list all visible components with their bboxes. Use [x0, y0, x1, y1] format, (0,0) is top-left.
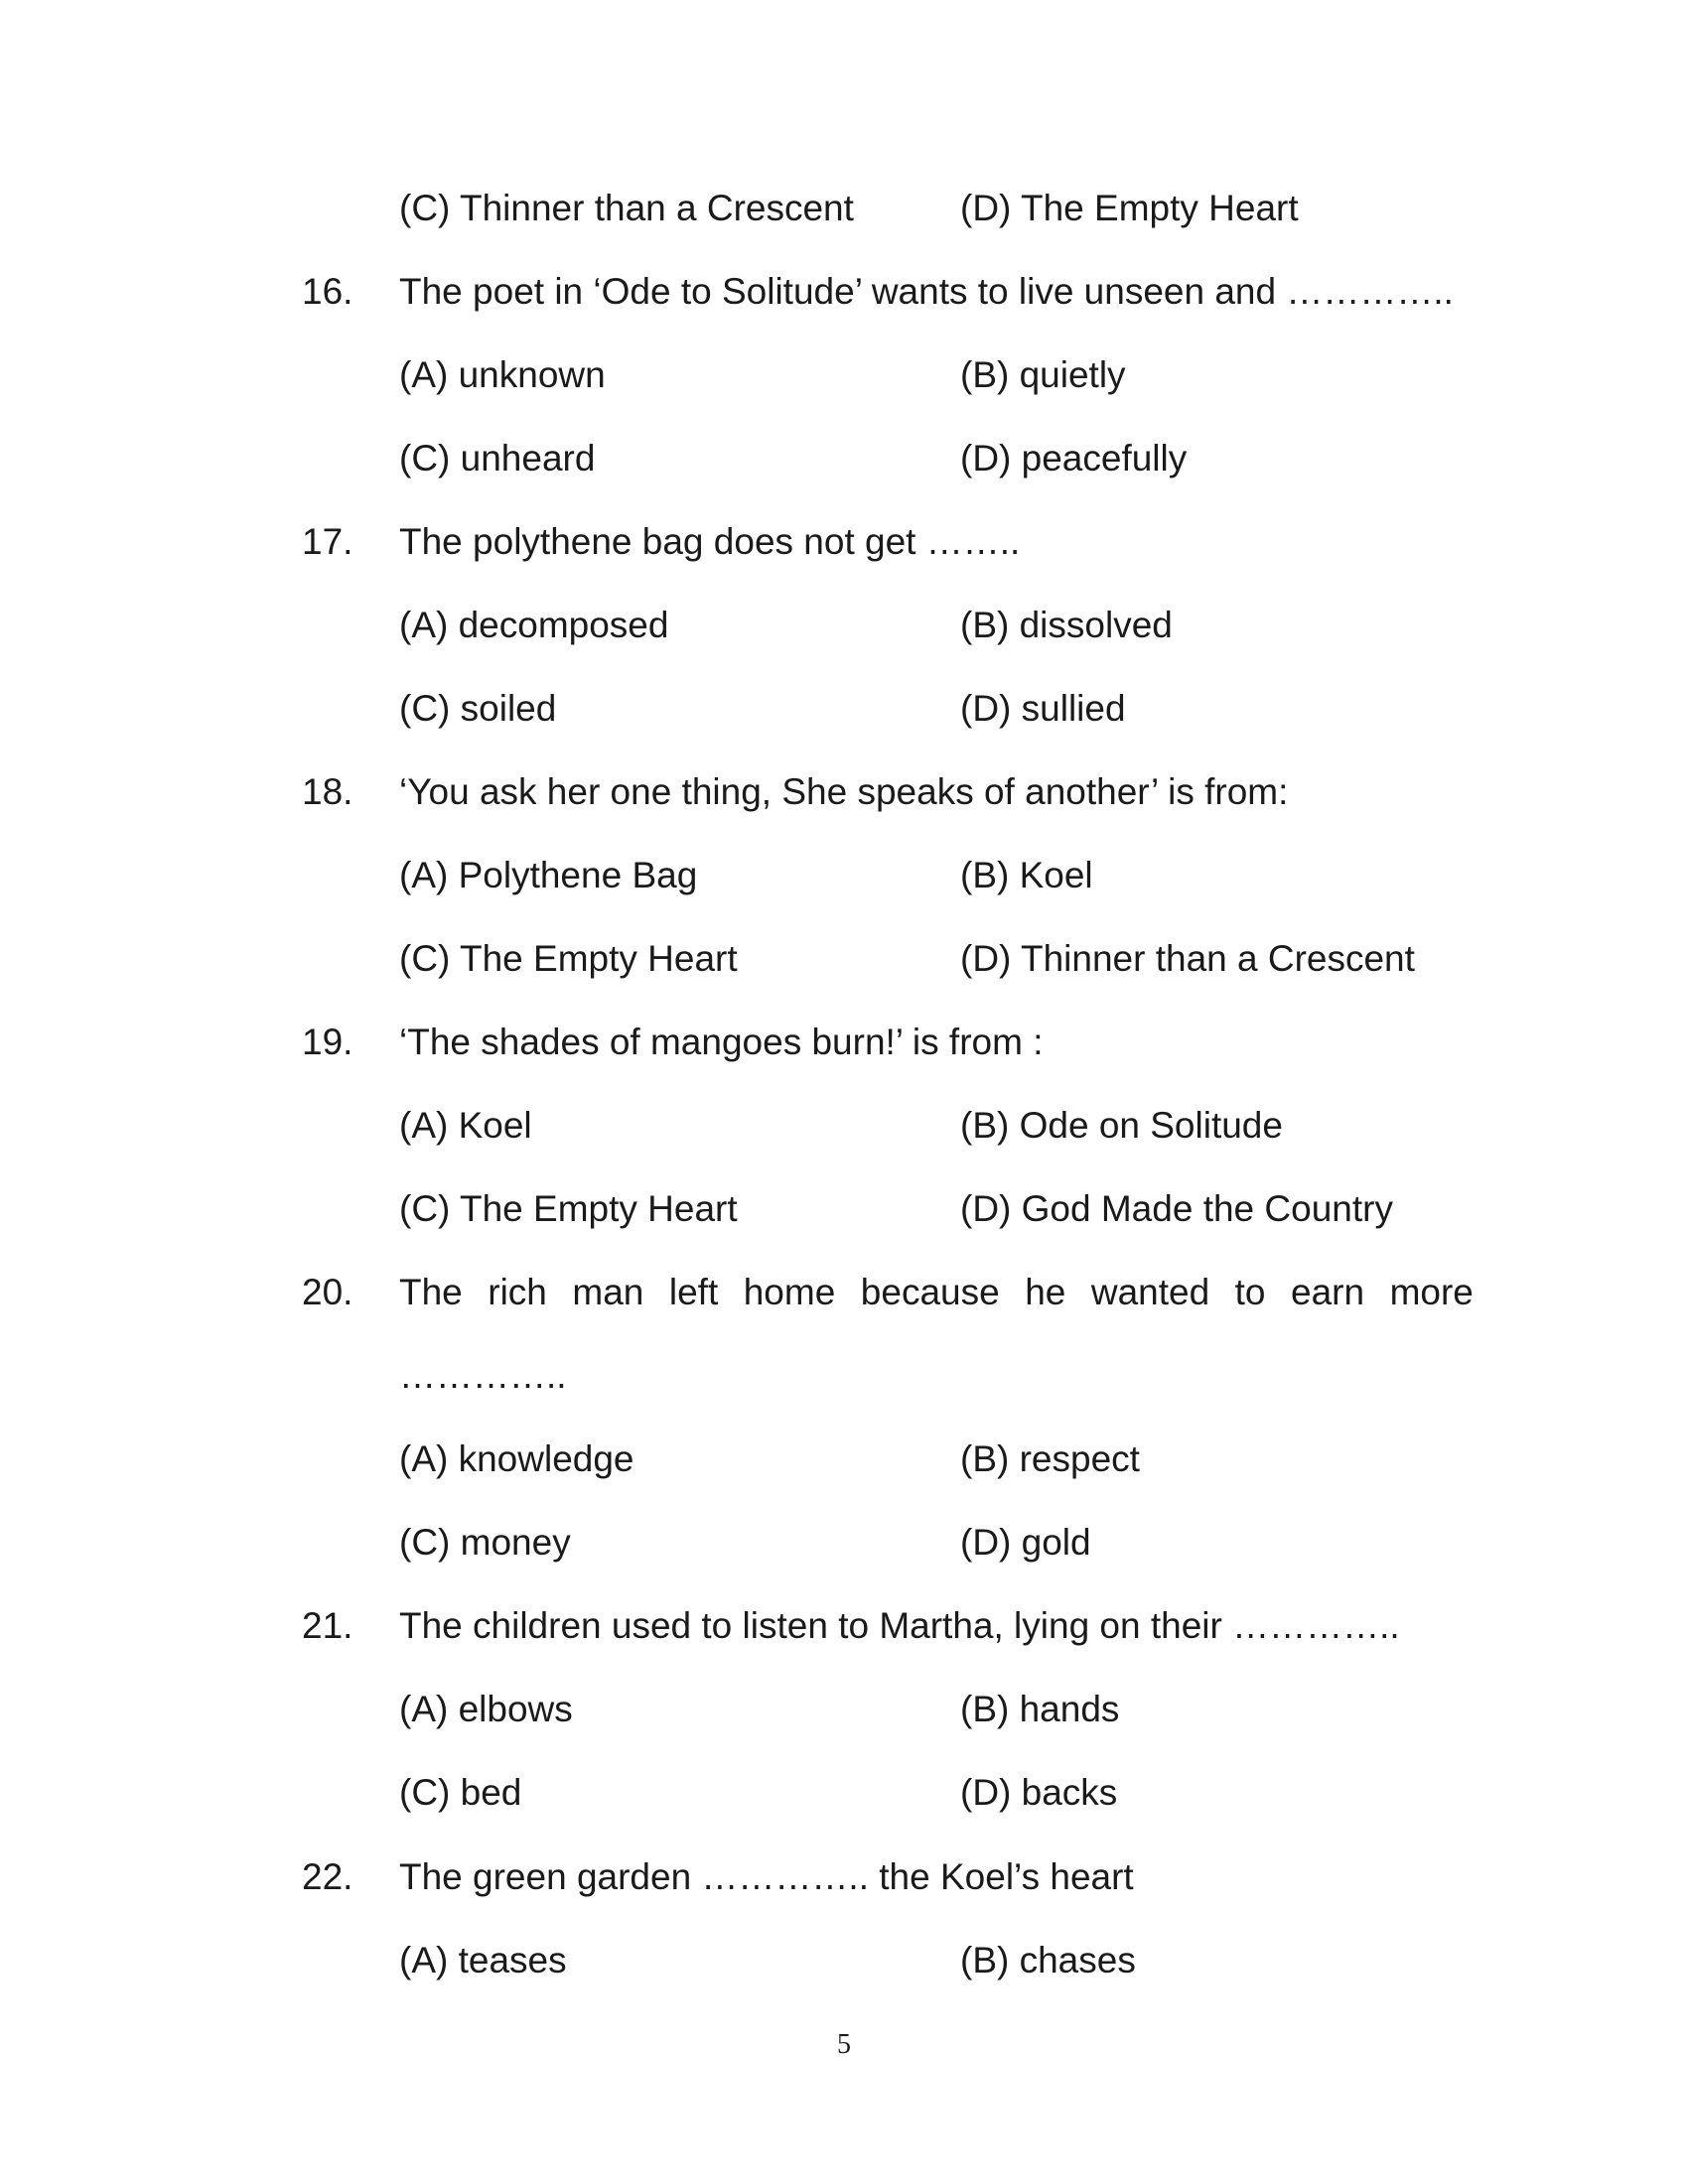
option-b: (B) quietly [960, 354, 1126, 395]
options-row [0, 1513, 1688, 1572]
question-17 [0, 512, 1688, 572]
carry-over-options [0, 179, 1688, 238]
question-word: wanted [1090, 1272, 1210, 1312]
question-number: 19. [302, 1022, 353, 1062]
option-c: (C) soiled [399, 688, 557, 729]
option-a: (A) elbows [399, 1689, 573, 1729]
question-word: rich [488, 1272, 547, 1312]
question-word: he [1025, 1272, 1066, 1312]
question-word: more [1389, 1272, 1474, 1312]
options-row [0, 679, 1688, 739]
question-number: 18. [302, 771, 353, 812]
options-row [0, 846, 1688, 905]
question-word: The [399, 1272, 463, 1312]
page-number: 5 [837, 2029, 851, 2060]
question-continuation [0, 1346, 1688, 1406]
options-row [0, 1763, 1688, 1823]
question-21 [0, 1596, 1688, 1656]
question-19 [0, 1013, 1688, 1072]
options-row [0, 929, 1688, 989]
option-b: (B) chases [960, 1940, 1136, 1980]
option-b: (B) dissolved [960, 605, 1173, 645]
option-a: (A) teases [399, 1940, 567, 1980]
options-row [0, 1931, 1688, 1990]
option-d: (D) gold [960, 1522, 1091, 1563]
option-c: (C) money [399, 1522, 571, 1563]
option-d: (D) sullied [960, 688, 1126, 729]
question-text [399, 1263, 1474, 1322]
question-20 [0, 1263, 1688, 1322]
option-a: (A) decomposed [399, 605, 669, 645]
options-row [0, 1179, 1688, 1239]
question-word: earn [1291, 1272, 1365, 1312]
question-word: left [668, 1272, 719, 1312]
question-number: 21. [302, 1605, 353, 1646]
option-c: (C) The Empty Heart [399, 938, 738, 979]
options-row [0, 429, 1688, 488]
option-d: (D) God Made the Country [960, 1188, 1393, 1229]
question-text: ‘The shades of mangoes burn!’ is from : [399, 1022, 1044, 1062]
option-b: (B) Koel [960, 855, 1093, 895]
option-d: (D) peacefully [960, 438, 1188, 478]
option-d: (D) backs [960, 1772, 1118, 1813]
question-number: 22. [302, 1856, 353, 1897]
option-d: (D) Thinner than a Crescent [960, 938, 1415, 979]
options-row [0, 1096, 1688, 1156]
option-c: (C) bed [399, 1772, 522, 1813]
question-16 [0, 262, 1688, 322]
option-a: (A) Koel [399, 1105, 532, 1146]
question-18 [0, 762, 1688, 822]
question-number: 20. [302, 1272, 353, 1312]
option-d: (D) The Empty Heart [960, 188, 1299, 228]
option-c: (C) The Empty Heart [399, 1188, 738, 1229]
question-text: The poet in ‘Ode to Solitude’ wants to live unseen and ………….. [399, 271, 1454, 312]
question-text: The polythene bag does not get …….. [399, 521, 1021, 562]
option-a: (A) Polythene Bag [399, 855, 698, 895]
option-b: (B) Ode on Solitude [960, 1105, 1283, 1146]
question-word: man [572, 1272, 644, 1312]
option-c: (C) unheard [399, 438, 596, 478]
options-row [0, 596, 1688, 655]
option-a: (A) knowledge [399, 1438, 634, 1479]
question-number: 16. [302, 271, 353, 312]
question-text: ‘You ask her one thing, She speaks of another’ is from: [399, 771, 1289, 812]
question-word: because [860, 1272, 1000, 1312]
options-row [0, 345, 1688, 405]
question-text: The children used to listen to Martha, lying on their ………….. [399, 1605, 1400, 1646]
option-c: (C) Thinner than a Crescent [399, 188, 854, 228]
question-word: home [743, 1272, 836, 1312]
question-number: 17. [302, 521, 353, 562]
question-word: to [1234, 1272, 1266, 1312]
question-text: The green garden ………….. the Koel’s heart [399, 1856, 1134, 1897]
question-22 [0, 1847, 1688, 1907]
question-blank: ………….. [399, 1355, 567, 1396]
option-b: (B) hands [960, 1689, 1120, 1729]
option-b: (B) respect [960, 1438, 1140, 1479]
options-row [0, 1680, 1688, 1739]
options-row [0, 1430, 1688, 1489]
option-a: (A) unknown [399, 354, 606, 395]
